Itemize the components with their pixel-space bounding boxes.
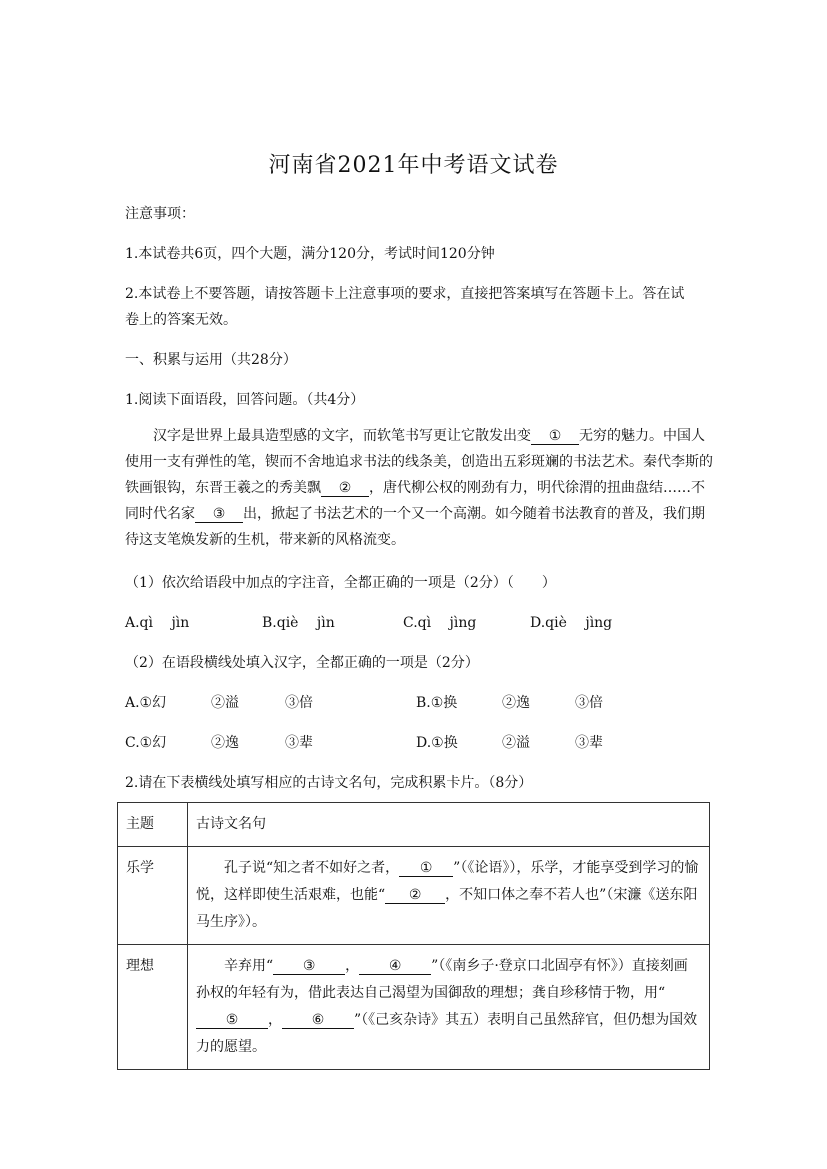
question-1-1: （1）依次给语段中加点的字注音，全都正确的一项是（2分）（ ） [125, 575, 556, 591]
notice-heading: 注意事项： [125, 206, 195, 222]
question-1: 1.阅读下面语段，回答问题。（共4分） [125, 392, 365, 408]
blank-1: ① [531, 428, 579, 445]
blank-6: ⑥ [282, 1012, 354, 1029]
option-d: D.qiè jìng [530, 615, 613, 631]
option-d-3: ③辈 [575, 735, 603, 751]
notice-item-2-line-2: 卷上的答案无效。 [125, 312, 237, 328]
reading-passage [125, 423, 715, 553]
question-2: 2.请在下表横线处填写相应的古诗文名句，完成积累卡片。（8分） [125, 775, 533, 791]
passage-text-3: ，唐代柳公权的刚劲有力，明代徐渭的扭曲盘结……不同时代名家 [125, 480, 705, 522]
table-row [118, 945, 710, 1070]
accumulation-card-table [117, 802, 710, 1070]
passage-text-1: 汉字是世界上最具造型感的文字，而软笔书写更让它散发出变 [153, 428, 531, 444]
row-text: ”（《南乡子·登京口北固亭有怀》）直接刻画孙权的年轻有为，借此表达自己渴望为国御敌的理想；龚自珍移情于物，用“ [196, 958, 688, 1001]
row-text: ”（《论语》），乐学，才能享受到学习的愉悦，这样即使生活艰难，也能“ [196, 860, 699, 903]
row-text: ， [345, 958, 360, 974]
option-a-3: ③倍 [285, 695, 313, 711]
row-text: 孔子说“知之者不如好之者， [224, 860, 400, 876]
blank-3: ③ [195, 506, 243, 523]
option-c-3: ③辈 [285, 735, 313, 751]
option-c: C.qì jìng [403, 615, 477, 631]
passage-text-4: 出，掀起了书法艺术的一个又一个高潮。如今随着书法教育的普及，我们期待这支笔焕发新的生机，带来新的风格流变。 [125, 506, 705, 548]
header-theme: 主题 [118, 803, 188, 847]
blank-4: ④ [359, 958, 431, 975]
table-header-row [118, 803, 710, 847]
passage-text-2: 无穷的魅力。中国人使用一支有弹性的笔，锲而不舍地追求书法的线条美，创造出五彩斑斓的书法艺术。秦代李斯的铁画银钩，东晋王羲之的秀美飘 [125, 428, 713, 496]
row-text: ”（《己亥杂诗》其五）表明自己虽然辞官，但仍想为国效力的愿望。 [196, 1012, 698, 1055]
question-1-2: （2）在语段横线处填入汉字，全都正确的一项是（2分） [125, 655, 479, 671]
row-theme: 理想 [118, 945, 188, 1070]
option-a: A.qì jìn [125, 615, 190, 631]
notice-item-1: 1.本试卷共6页，四个大题，满分120分，考试时间120分钟 [125, 246, 495, 262]
option-b: B.qiè jìn [262, 615, 335, 631]
option-a-2: ②溢 [211, 695, 239, 711]
blank-3: ③ [273, 958, 345, 975]
header-quote: 古诗文名句 [188, 803, 710, 847]
option-b-1: B.①换 [416, 695, 458, 711]
option-b-3: ③倍 [575, 695, 603, 711]
row-text: ， [268, 1012, 282, 1028]
section-heading: 一、积累与运用（共28分） [125, 352, 297, 368]
row-content [188, 945, 710, 1070]
row-content [188, 847, 710, 945]
row-text: ，不知口体之奉不若人也”（宋濂《送东阳马生序》）。 [196, 887, 698, 930]
blank-2: ② [385, 887, 445, 904]
blank-1: ① [399, 860, 453, 877]
blank-2: ② [321, 480, 369, 497]
blank-5: ⑤ [196, 1012, 268, 1029]
option-c-1: C.①幻 [125, 735, 167, 751]
option-d-1: D.①换 [416, 735, 458, 751]
row-theme: 乐学 [118, 847, 188, 945]
notice-item-2-line-1: 2.本试卷上不要答题，请按答题卡上注意事项的要求，直接把答案填写在答题卡上。答在试 [125, 286, 685, 302]
option-c-2: ②逸 [211, 735, 239, 751]
option-a-1: A.①幻 [125, 695, 167, 711]
exam-title: 河南省2021年中考语文试卷 [268, 153, 559, 178]
option-d-2: ②溢 [502, 735, 530, 751]
option-b-2: ②逸 [502, 695, 530, 711]
table-row [118, 847, 710, 945]
row-text: 辛弃用“ [224, 958, 274, 974]
